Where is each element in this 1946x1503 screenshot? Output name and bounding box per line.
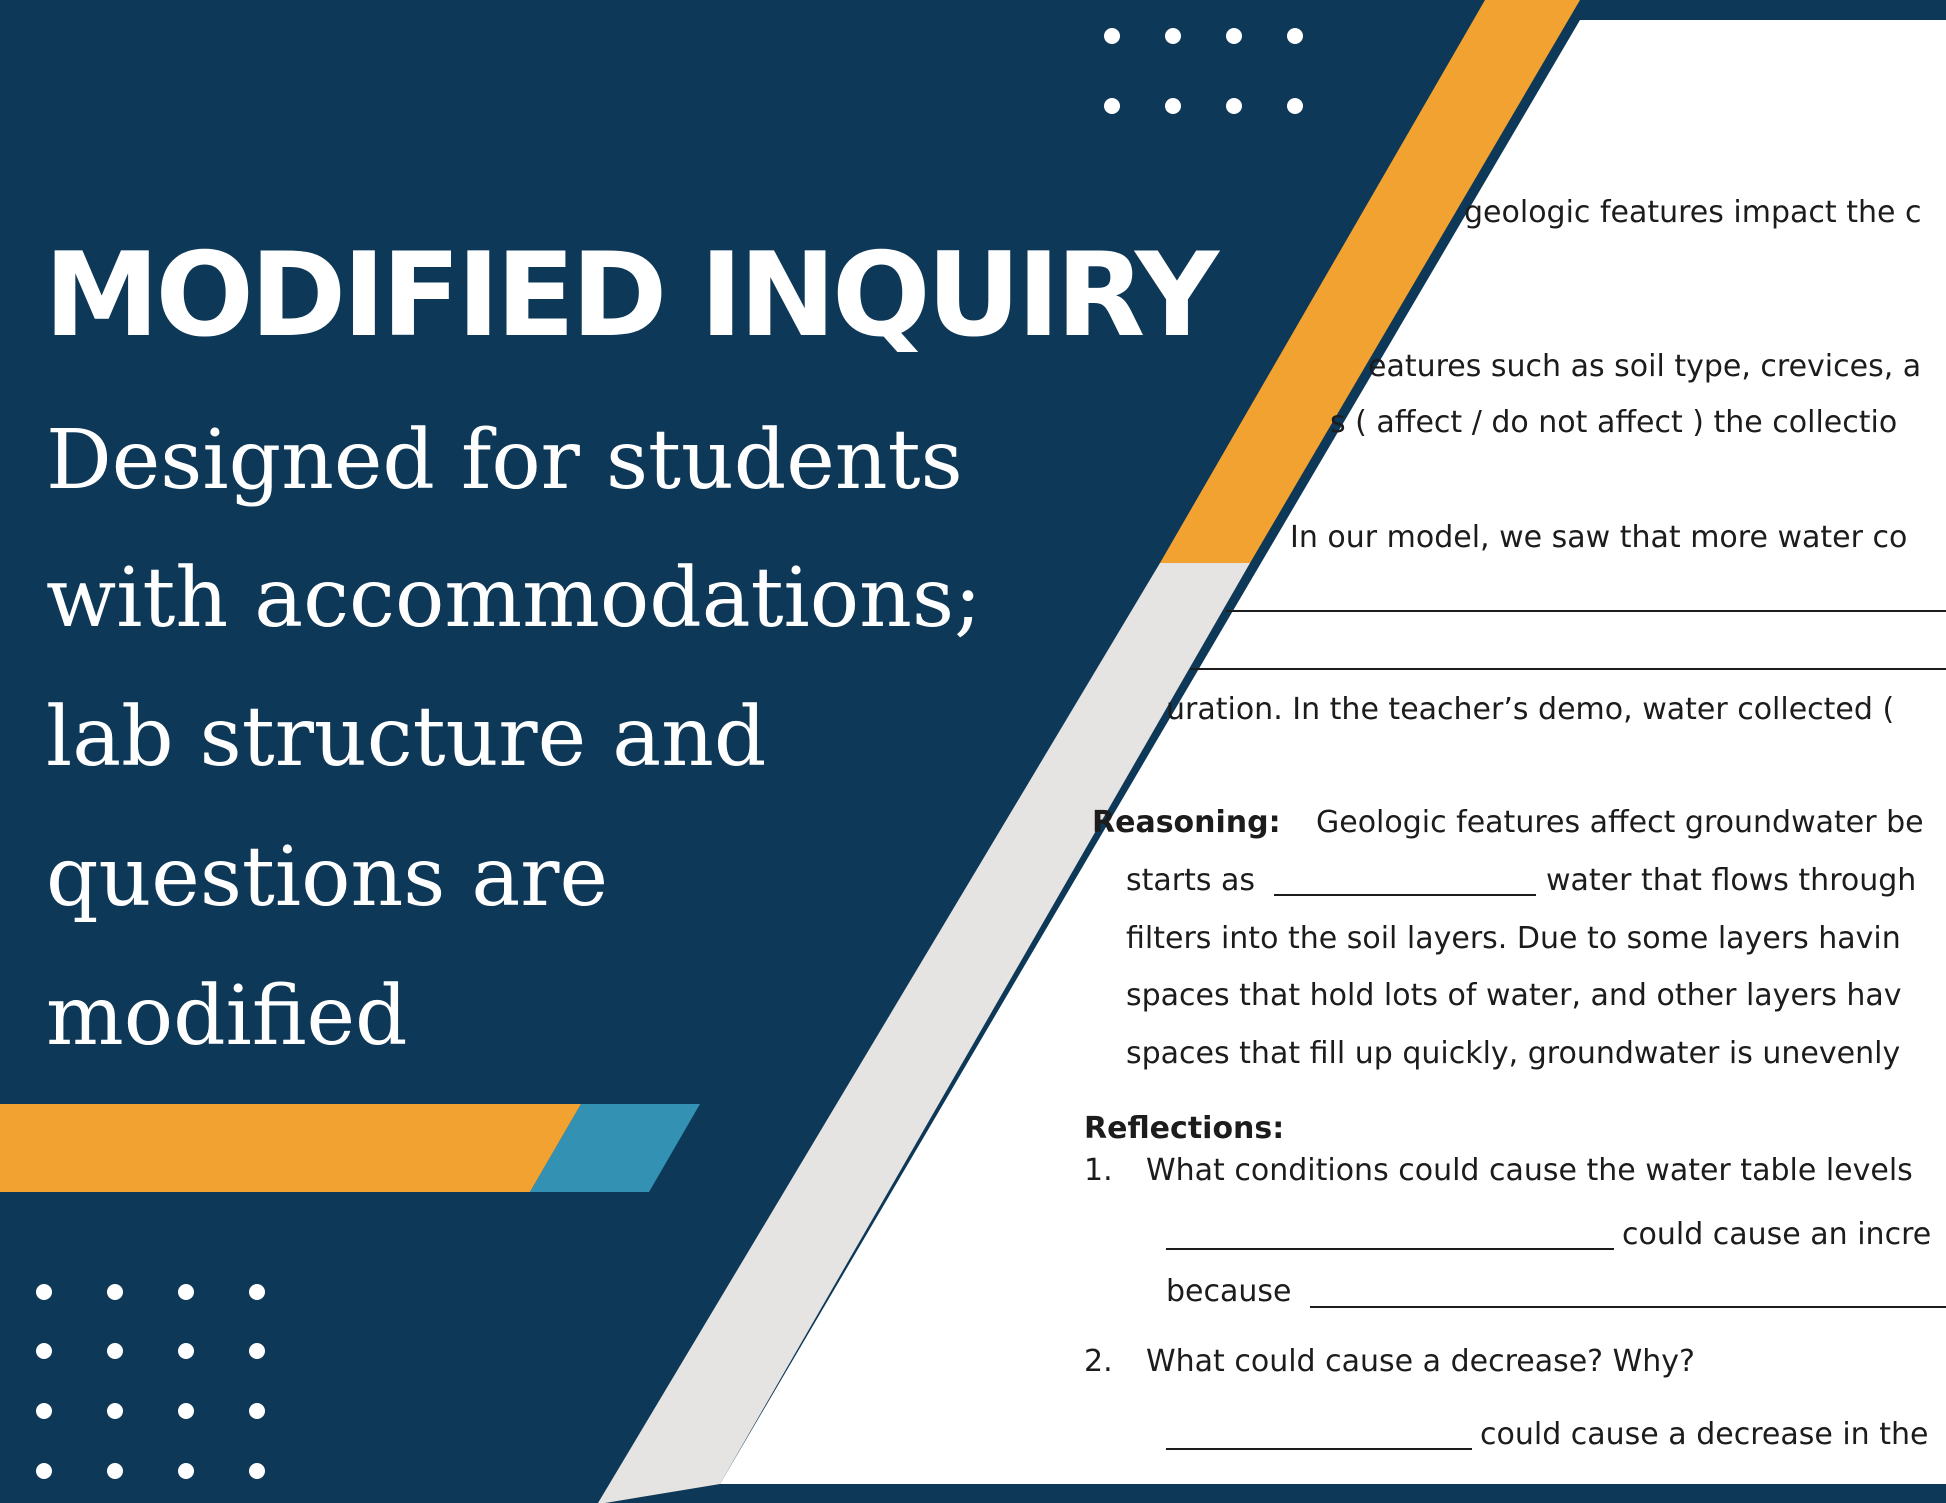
answer-blank [1226,610,1946,612]
worksheet-line-3: s ( affect / do not affect ) the collectio [1330,405,1898,440]
answer-blank [1190,668,1946,670]
question-1-answer: could cause an incre [1622,1217,1932,1252]
orange-accent-bar [0,1104,581,1192]
question-2-number: 2. [1084,1344,1113,1379]
answer-blank [1166,1248,1614,1250]
reflections-heading: Reflections: [1084,1111,1285,1146]
dot [36,1463,52,1479]
reasoning-line-4: spaces that hold lots of water, and other layers hav [1126,978,1902,1013]
question-1-because: because [1166,1274,1292,1309]
question-2-answer: could cause a decrease in the [1480,1417,1929,1452]
dot [1287,98,1303,114]
worksheet-line-4: In our model, we saw that more water co [1290,520,1908,555]
reasoning-line-1: Geologic features affect groundwater be [1316,805,1924,840]
worksheet-line-1: geologic features impact the c [1464,195,1922,230]
worksheet-line-5: uration. In the teacher’s demo, water collected ( [1166,692,1895,727]
answer-blank [1274,894,1536,896]
dot [249,1403,265,1419]
dot [178,1403,194,1419]
question-1-number: 1. [1084,1153,1113,1188]
reasoning-line-2a: starts as [1126,863,1256,898]
dot [1226,98,1242,114]
dot [107,1343,123,1359]
subtitle-line-3: lab structure and [46,690,767,785]
dot [1104,98,1120,114]
dot [1287,28,1303,44]
subtitle-line-2: with accommodations; [46,551,982,646]
title: MODIFIED INQUIRY [44,228,1215,363]
answer-blank [1310,1306,1946,1308]
reasoning-line-2b: water that flows through [1546,863,1917,898]
subtitle-line-1: Designed for students [46,413,963,508]
dot [1165,28,1181,44]
reasoning-line-5: spaces that fill up quickly, groundwater is unevenly [1126,1036,1901,1071]
dot [107,1284,123,1300]
dot [249,1463,265,1479]
dot [249,1284,265,1300]
dot [178,1284,194,1300]
dot [36,1284,52,1300]
subtitle-line-5: modified [46,969,408,1064]
question-1-text: What conditions could cause the water table levels [1146,1153,1913,1188]
dot [36,1403,52,1419]
reasoning-label: Reasoning: [1092,805,1281,840]
worksheet-line-2: eatures such as soil type, crevices, a [1368,349,1922,384]
dot [178,1343,194,1359]
answer-blank [1166,1448,1472,1450]
dot [107,1403,123,1419]
dot [36,1343,52,1359]
dot [249,1343,265,1359]
dot [178,1463,194,1479]
dot [1226,28,1242,44]
dot [1104,28,1120,44]
subtitle-line-4: questions are [46,830,609,925]
reasoning-line-3: filters into the soil layers. Due to some layers havin [1126,921,1901,956]
dot [1165,98,1181,114]
question-2-text: What could cause a decrease? Why? [1146,1344,1695,1379]
dot [107,1463,123,1479]
